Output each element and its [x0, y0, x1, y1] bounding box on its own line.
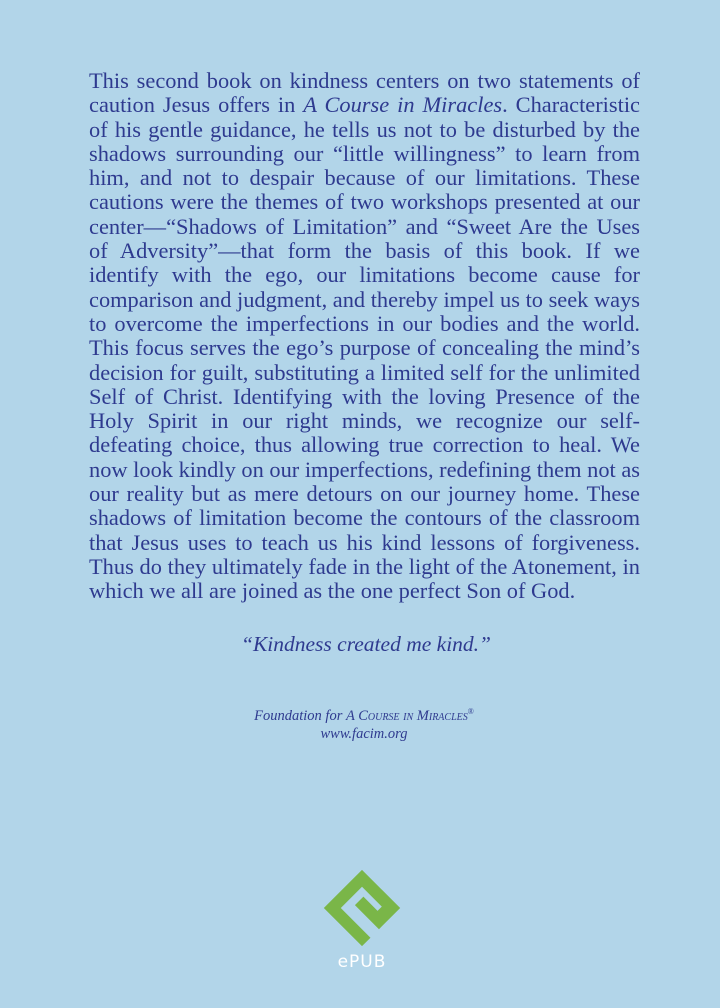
registered-mark: ®: [467, 707, 474, 716]
description-part-2: . Characteristic of his gentle guidance, he tells us not to be disturbed by the shadows surrounding our “little willingness” to learn from him, and not to despair because of our limitations. These cautions were the themes of two workshops presented at our center—“Shadows of Limitation” and “Sweet Are the Uses of Adversity”—that form the basis of this book. If we identify with the ego, our limitations become cause for comparison and judgment, and thereby impel us to seek ways to overcome the imperfections in our bodies and the world. This focus serves the ego’s purpose of concealing the mind’s decision for guilt, substituting a limited self for the unlimited Self of Christ. Identifying with the loving Presence of the Holy Spirit in our right minds, we recognize our self-defeating choice, thus allowing true correction to heal. We now look kindly on our imperfections, redefining them not as our reality but as mere detours on our journey home. These shadows of limitation become the contours of the classroom that Jesus uses to teach us his kind lessons of forgiveness. Thus do they ultimately fade in the light of the Atonement, in which we all are joined as the one perfect Son of God.: [89, 92, 640, 604]
publisher-name: A Course in Miracles: [345, 708, 468, 724]
publisher-prefix: Foundation for: [254, 708, 346, 724]
quote: “Kindness created me kind.”: [240, 632, 491, 656]
description-part-1: This second book on kindness centers on two statements of caution Jesus offers in: [89, 68, 640, 118]
epub-logo-icon: [322, 868, 402, 948]
publisher-url: www.facim.org: [320, 726, 408, 742]
publisher-info: [0, 703, 720, 743]
epub-label: ePUB: [337, 952, 387, 972]
book-title: A Course in Miracles: [303, 92, 503, 118]
description-text: [89, 69, 640, 604]
